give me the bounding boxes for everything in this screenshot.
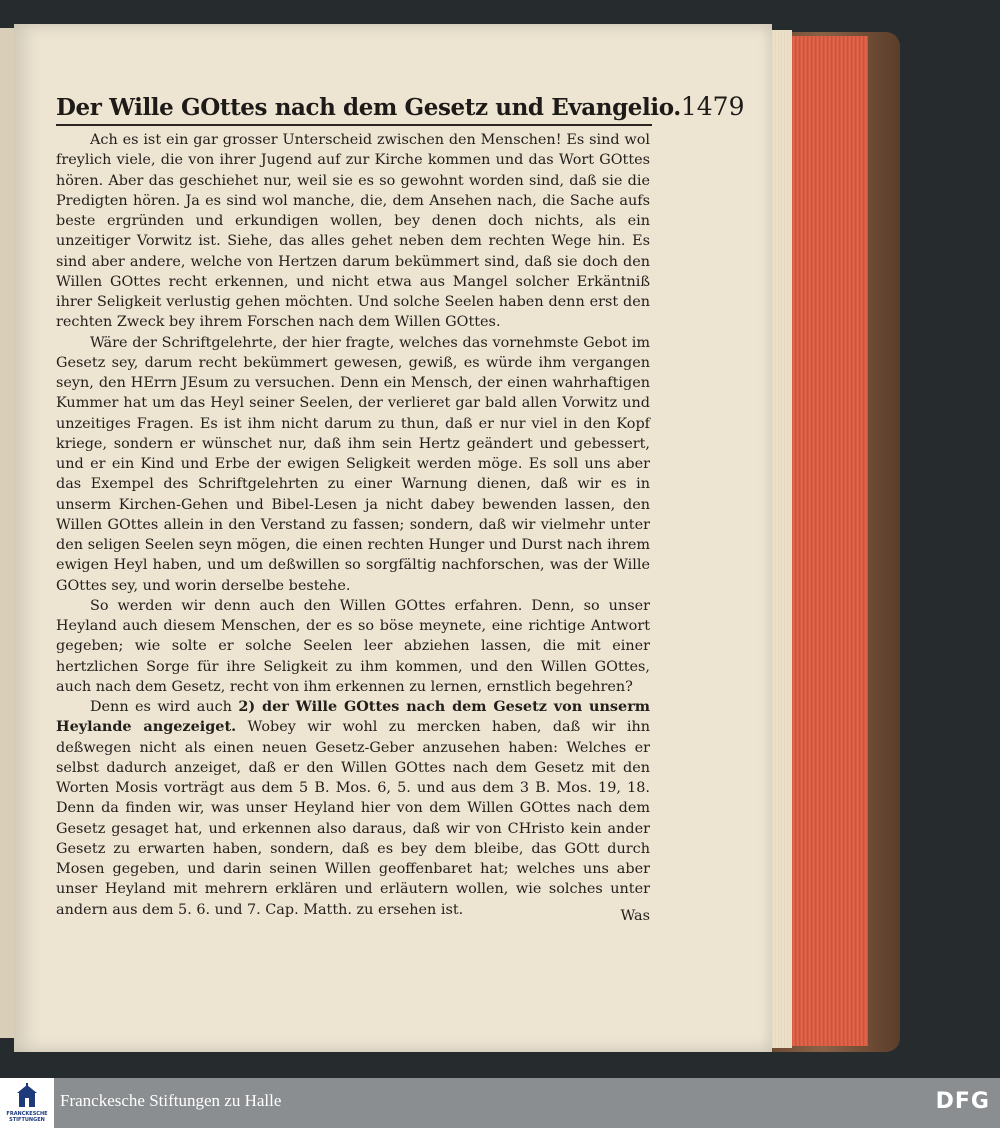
paragraph-4-lead: Denn es wird auch [90, 699, 232, 715]
orphanage-building-icon [15, 1083, 39, 1111]
running-title: Der Wille GOttes nach dem Gesetz und Evangelio. [56, 94, 681, 121]
left-page-sliver [0, 28, 14, 1038]
paragraph-4-rest: Wobey wir wohl zu mercken haben, daß wir ihn deßwegen nicht als einen neuen Gesetz-Geber anzusehen haben: Welches er selbst dadurch anzeiget, daß er den Willen GOttes nach dem Gesetz mit den Worten Mosis vorträgt aus dem 5 B. Mos. 6, 5. und aus dem 3 B. Mos. 19, 18. Denn da finden wir, was unser Heyland hier von dem Willen GOttes nach dem Gesetz gesaget hat, und erkennen also daraus, daß wir von CHristo kein ander Gesetz zu erwarten haben, sondern, daß es bey dem bleibe, das GOtt durch Mosen gegeben, und darin seinen Willen geoffenbaret hat; welches uns aber unser Heyland mit mehrern erklären und erläutern wollen, wie solches unter andern aus dem 5. 6. und 7. Cap. Matth. zu ersehen ist. [56, 719, 650, 918]
page-header [56, 92, 745, 126]
page-number: 1479 [680, 92, 745, 121]
paragraph-4 [56, 697, 650, 920]
paragraph-1: Ach es ist ein gar grosser Unterscheid zwischen den Menschen! Es sind wol freylich viele, die von ihrer Jugend auf zur Kirche kommen und das Wort GOttes hören. Aber das geschiehet nur, weil sie es so gewohnt worden sind, daß sie die Predigten hören. Ja es sind wol manche, die, dem Ansehen nach, die Sache aufs beste ergründen und erkundigen wollen, bey denen doch nichts, als ein unzeitiger Vorwitz ist. Siehe, das alles gehet neben dem rechten Wege hin. Es sind aber andere, welche von Hertzen darum bekümmert sind, daß sie doch den Willen GOttes recht erkennen, und nicht etwa aus Mangel solcher Erkäntniß ihrer Seligkeit verlustig gehen möchten. Und solche Seelen haben denn erst den rechten Zweck bey ihrem Forschen nach dem Willen GOttes. [56, 132, 650, 331]
paragraph-4-emphasis: 2) der Wille GOttes nach dem Gesetz von unserm Heylande angezeiget. [56, 698, 650, 736]
page-body [56, 130, 650, 920]
paragraph-2: Wäre der Schriftgelehrte, der hier fragte, welches das vornehmste Gebot im Gesetz sey, darum recht bekümmert gewesen, gewiß, es würde ihm vergangen seyn, den HErrn JEsum zu versuchen. Denn ein Mensch, der einen wahrhaftigen Kummer hat um das Heyl seiner Seelen, der verlieret gar bald allen Vorwitz und unzeitiges Fragen. Es ist ihm nicht darum zu thun, daß er nur viel in den Kopf kriege, sondern er wünschet nur, daß ihm sein Hertz geändert und gebessert, und er ein Kind und Erbe der ewigen Seligkeit werden möge. Es soll uns aber das Exempel des Schriftgelehrten zu einer Warnung dienen, daß wir es in unserm Kirchen-Gehen und Bibel-Lesen ja nicht dabey bewenden lassen, den Willen GOttes allein in den Verstand zu fassen; sondern, daß wir vielmehr unter den seligen Seelen seyn mögen, die einen rechten Hunger und Durst nach ihrem ewigen Heyl haben, und um deßwillen so sorgfältig nachforschen, was der Wille GOttes sey, und worin derselbe bestehe. [56, 334, 650, 594]
footer-institution-link[interactable]: Franckesche Stiftungen zu Halle [60, 1091, 282, 1110]
dfg-logo[interactable]: DFG [935, 1089, 990, 1114]
paragraph-3: So werden wir denn auch den Willen GOttes erfahren. Denn, so unser Heyland auch diesem Menschen, der es so böse meynete, eine richtige Antwort gegeben; wie solte er solche Seelen leer abziehen lassen, die mit einer hertzlichen Sorge für ihre Seligkeit zu ihm kommen, und den Willen GOttes, auch nach dem Gesetz, recht von ihm erkennen zu lernen, ernstlich begehren? [56, 597, 650, 695]
catchword: Was [620, 908, 650, 924]
institution-logo[interactable] [0, 1078, 54, 1128]
footer-bar [0, 1078, 1000, 1128]
page-edges-red [790, 36, 868, 1046]
logo-text: FRANCKESCHE STIFTUNGEN [6, 1111, 48, 1123]
